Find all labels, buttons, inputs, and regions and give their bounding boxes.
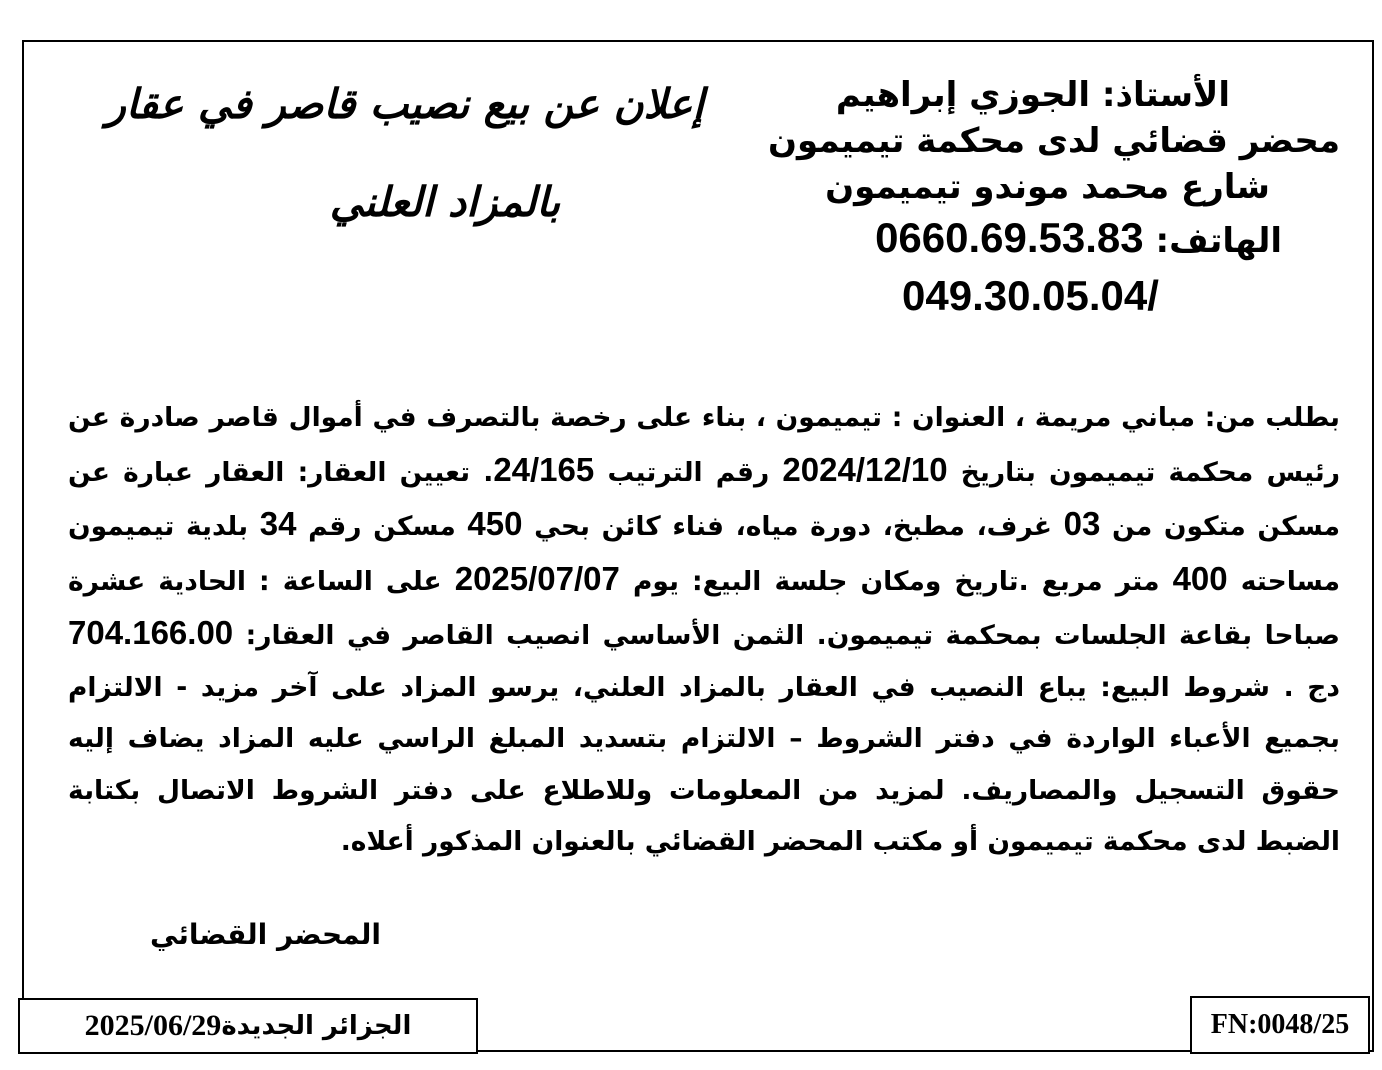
base-price: 704.166.00 [68, 614, 234, 651]
bailiff-info [760, 72, 1340, 321]
bailiff-title: محضر قضائي لدى محكمة تيميمون [767, 121, 1340, 161]
body-text-1: بطلب من: مباني مريمة ، العنوان : تيميمون ، بناء على رخصة بالتصرف في أموال قاصر صادرة عن رئيس محكمة تيميمون بتاريخ [68, 402, 1340, 488]
bailiff-address: شارع محمد موندو تيميمون [825, 167, 1270, 207]
phone-row [760, 214, 1340, 265]
rooms-count: 03 [1063, 505, 1101, 542]
announcement-title [45, 78, 765, 228]
body-text-8: على الساعة : الحادية عشرة صباحا بقاعة الجلسات بمحكمة تيميمون. الثمن الأساسي انصيب القاصر في العقار: [68, 565, 1340, 651]
newspaper-box [18, 998, 478, 1054]
reference-box [1190, 996, 1370, 1054]
phone-number-1: 0660.69.53.83 [875, 214, 1144, 261]
title-line-1: إعلان عن بيع نصيب قاصر في عقار [106, 80, 704, 128]
bailiff-name: الأستاذ: الجوزي إبراهيم [835, 75, 1230, 115]
body-text-4: غرف، مطبخ، دورة مياه، فناء كائن بحي [534, 511, 1053, 542]
body-text-6: بلدية تيميمون مساحته [68, 511, 1341, 597]
signature: المحضر القضائي [150, 918, 382, 951]
reference-number: FN:0048/25 [1210, 1009, 1350, 1040]
permit-date: 2024/12/10 [782, 450, 948, 488]
sale-date: 2025/07/07 [454, 559, 620, 597]
body-text-3: . تعيين العقار: العقار عبارة عن مسكن متكون من [68, 456, 1341, 542]
house-number: 34 [259, 505, 297, 542]
announcement-body [68, 392, 1340, 868]
body-text-7: متر مربع .تاريخ ومكان جلسة البيع: يوم [632, 565, 1160, 597]
body-text-9: دج . شروط البيع: يباع النصيب في العقار بالمزاد العلني، يرسو المزاد على آخر مزيد - الالتزام بجميع الأعباء الواردة في دفتر الشروط – الالتزام بتسديد المبلغ الراسي عليه المزاد يضاف إليه حقوق التسجيل والمصاريف. لمزيد من المعلومات وللاطلاع على دفتر الشروط الاتصال بكتابة الضبط لدى محكمة تيميمون أو مكتب المحضر القضائي بالعنوان المذكور أعلاه. [68, 671, 1340, 857]
newspaper-name: الجزائر الجديدة [221, 1011, 412, 1041]
publication-date: 2025/06/29 [84, 1009, 222, 1042]
title-line-2: بالمزاد العلني [329, 178, 561, 226]
phone-label: الهاتف: [1155, 221, 1282, 261]
body-text-2: رقم الترتيب [607, 456, 770, 488]
area-value: 400 [1172, 559, 1228, 597]
order-number: 24/165 [493, 450, 595, 488]
body-text-5: مسكن رقم [308, 511, 456, 542]
district-number: 450 [467, 505, 523, 542]
phone-number-2: 049.30.05.04/ [902, 272, 1159, 319]
